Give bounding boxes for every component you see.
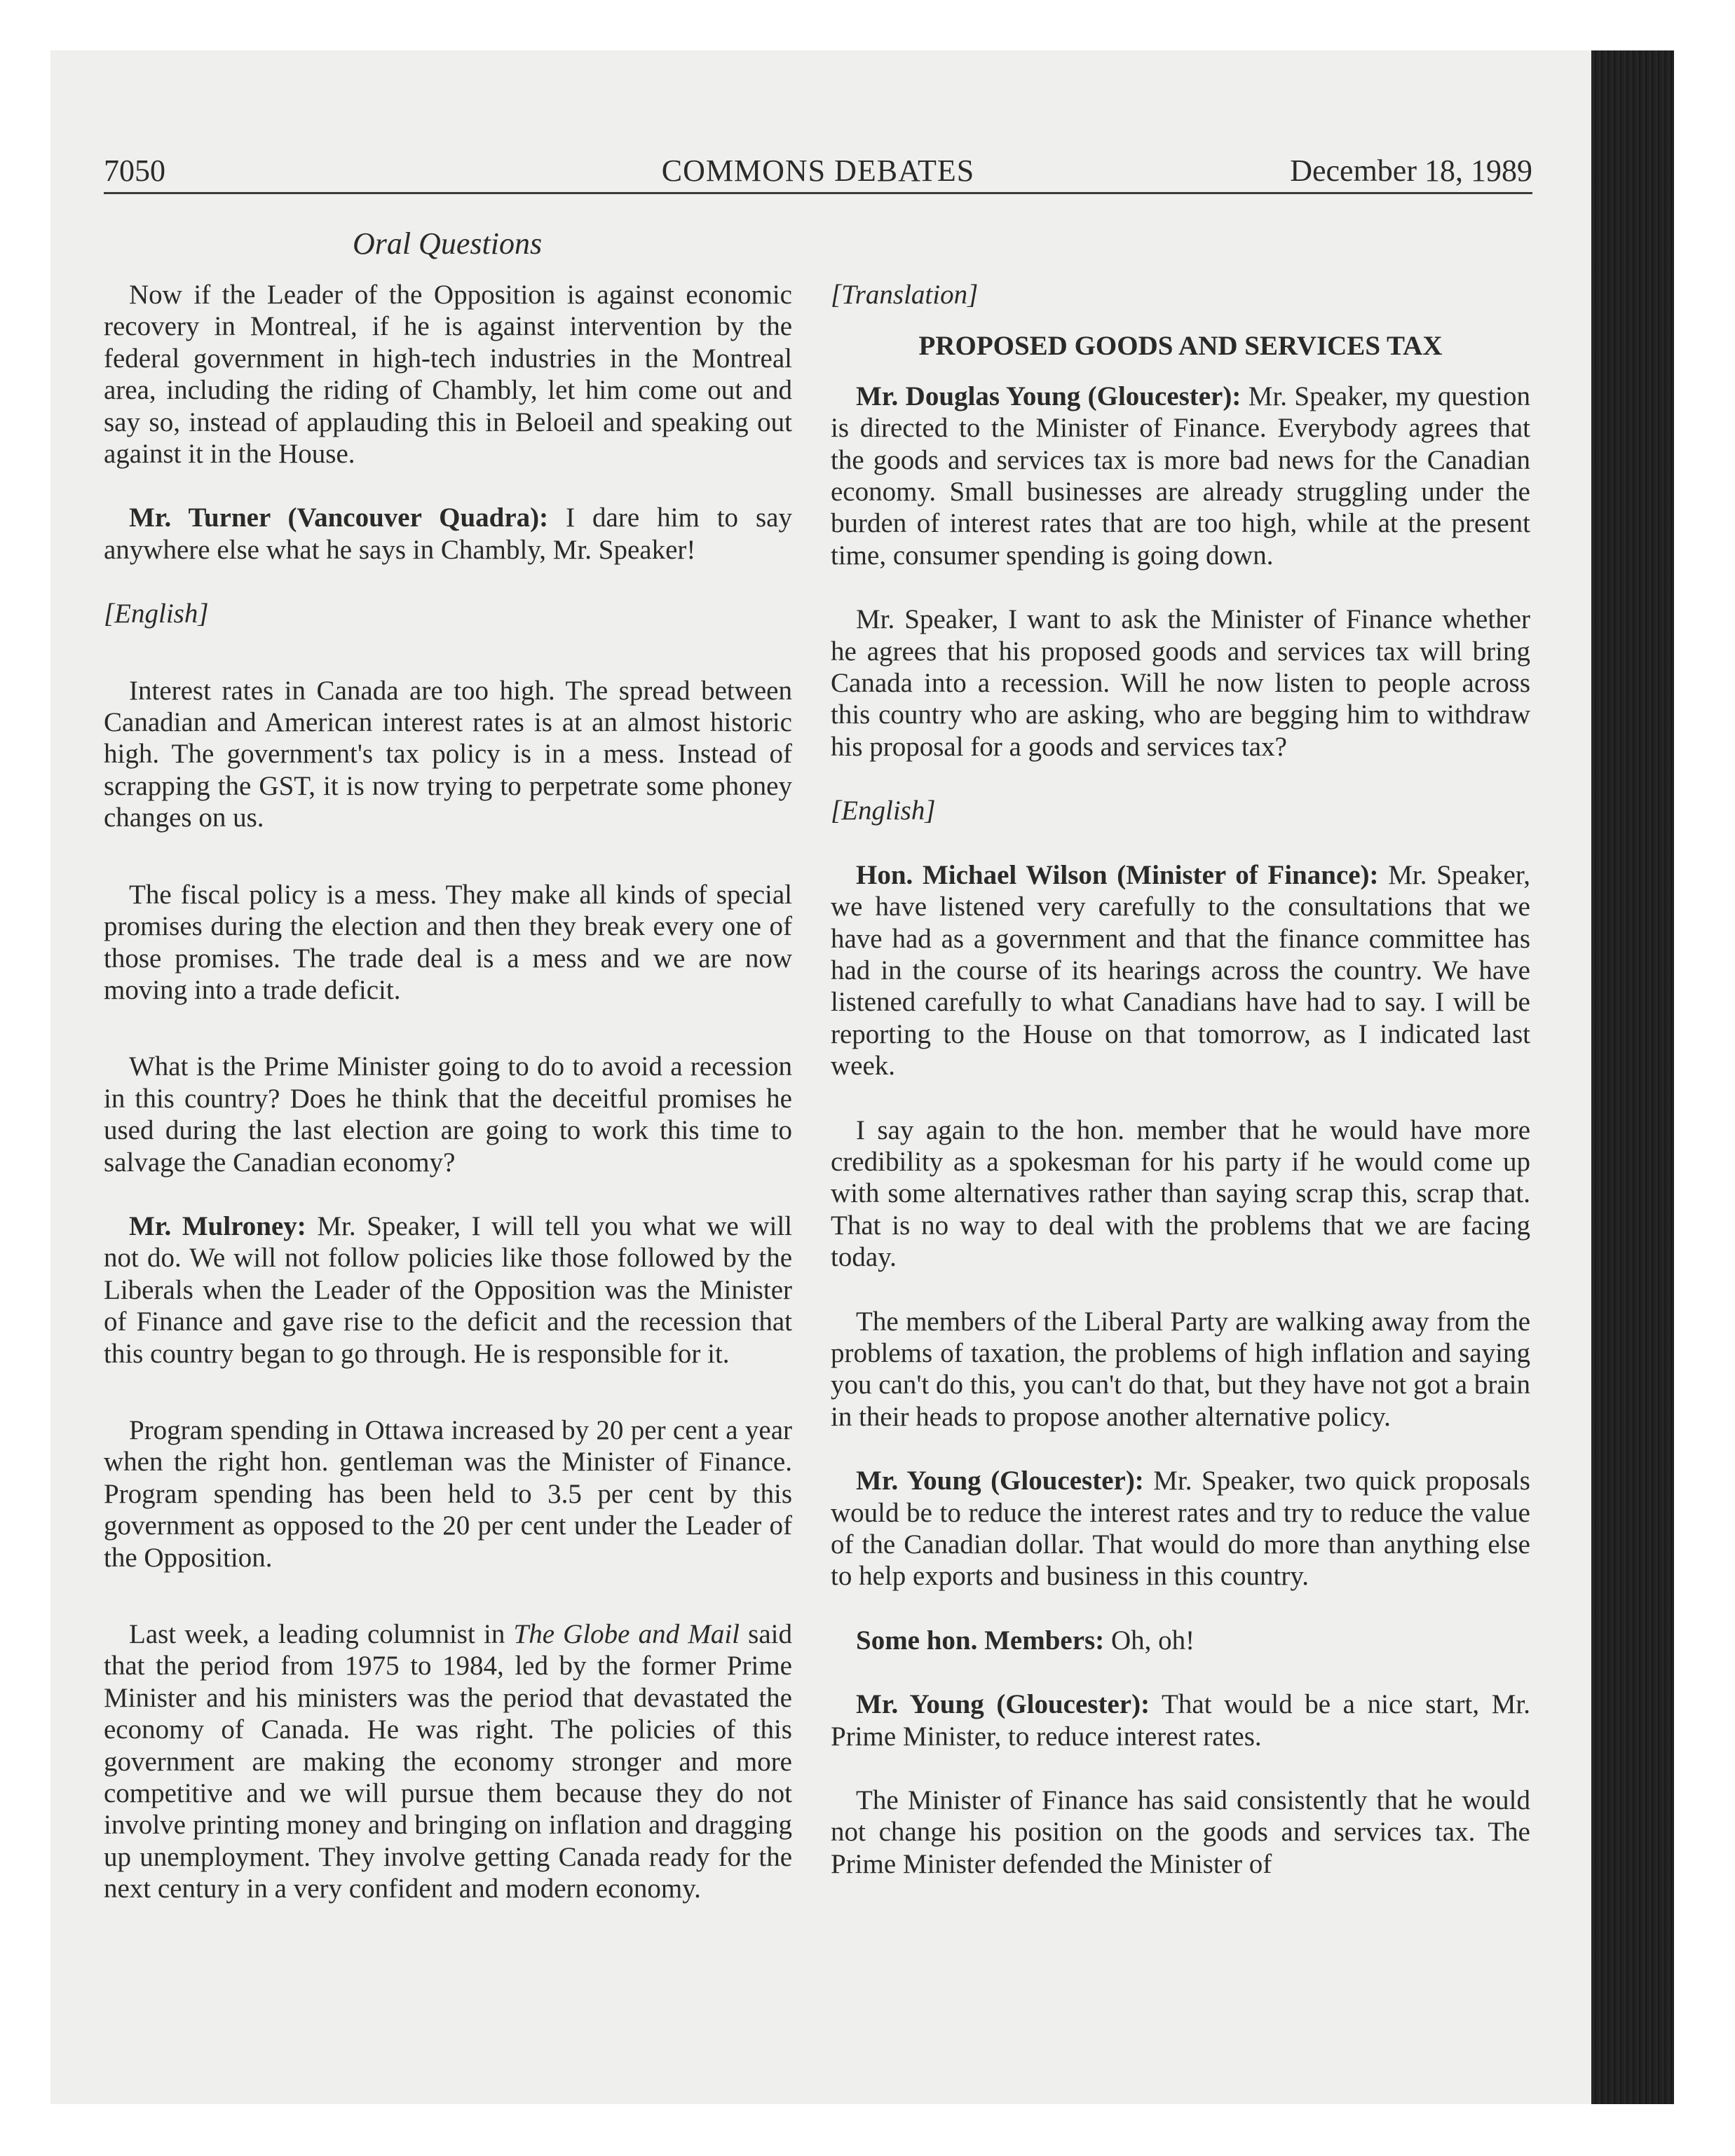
paragraph: Interest rates in Canada are too high. The spread between Canadian and American interest rates is at an almost historic high. The government's tax policy is in a mess. Instead of scrapping the GST, it is now trying to perpetrate some phoney changes on us.	[104, 675, 792, 833]
language-tag: [English]	[831, 796, 936, 826]
speech-text: Mr. Speaker, my question is directed to the Minister of Finance. Everybody agrees that the goods and services tax is more bad news for the Canadian economy. Small businesses are already struggling under the burden of interest rates that are too high, while at the present time, consumer spending is going down.	[831, 381, 1531, 571]
right-column	[831, 279, 1530, 1912]
paragraph: Program spending in Ottawa increased by 20 per cent a year when the right hon. gentleman was the Minister of Finance. Program spending has been held to 3.5 per cent by this government as opposed to the 20 per cent under the Leader of the Opposition.	[104, 1414, 792, 1573]
left-column	[104, 279, 792, 1937]
speaker-name: Mr. Young (Gloucester):	[856, 1689, 1150, 1720]
paragraph	[104, 502, 792, 566]
language-tag: [Translation]	[831, 280, 979, 310]
speech-text: Oh, oh!	[1110, 1625, 1195, 1656]
paragraph: The Minister of Finance has said consistently that he would not change his position on the goods and services tax. The Prime Minister defended the Minister of	[831, 1785, 1530, 1879]
speech-text: Mr. Speaker, I will tell you what we will not do. We will not follow policies like those followed by the Liberals when the Leader of the Opposition was the Minister of Finance and gave rise to the deficit and the recession that this country began to go through. He is responsible for it.	[104, 1210, 792, 1369]
header-rule	[104, 192, 1532, 194]
paragraph	[104, 1210, 792, 1370]
newspaper-title: The Globe and Mail	[513, 1619, 740, 1649]
paragraph	[831, 1688, 1530, 1752]
section-heading: PROPOSED GOODS AND SERVICES TAX	[918, 331, 1443, 362]
section-title: Oral Questions	[352, 226, 543, 261]
paragraph: Now if the Leader of the Opposition is against economic recovery in Montreal, if he is against intervention by the federal government in high-tech industries in the Montreal area, including the riding of Chambly, let him come out and say so, instead of applauding this in Beloeil and speaking out against it in the House.	[104, 280, 792, 470]
speaker-name: Mr. Turner (Vancouver Quadra):	[129, 503, 549, 533]
speech-text: Mr. Speaker, we have listened very carefully to the consultations that we have had as a government and that the finance committee has had in the course of its hearings across the country. We have listened carefully to what Canadians have had to say. I will be reporting to the House on that tomorrow, as I indicated last week.	[831, 859, 1531, 1082]
paragraph: I say again to the hon. member that he would have more credibility as a spokesman for his party if he would come up with some alternatives rather than saying scrap this, scrap that. That is no way to deal with the problems that we are facing today.	[831, 1114, 1530, 1273]
page-number: 7050	[104, 153, 165, 188]
speech-text: I dare him to say anywhere else what he says in Chambly, Mr. Speaker!	[104, 503, 792, 565]
running-header	[104, 153, 1532, 192]
speaker-name: Some hon. Members:	[856, 1625, 1105, 1656]
paragraph	[831, 1465, 1530, 1592]
issue-date: December 18, 1989	[1290, 153, 1532, 188]
language-tag: [English]	[104, 599, 209, 629]
binding-edge	[1591, 50, 1674, 2104]
paragraph: The members of the Liberal Party are walking away from the problems of taxation, the problems of high inflation and saying you can't do this, you can't do that, but they have not got a brain in their heads to propose another alternative policy.	[831, 1306, 1530, 1432]
speaker-name: Mr. Douglas Young (Gloucester):	[856, 381, 1241, 411]
speaker-name: Mr. Mulroney:	[129, 1210, 306, 1241]
speaker-name: Mr. Young (Gloucester):	[856, 1466, 1144, 1496]
speaker-name: Hon. Michael Wilson (Minister of Finance):	[856, 859, 1379, 890]
paragraph: The fiscal policy is a mess. They make all kinds of special promises during the election and then they break every one of those promises. The trade deal is a mess and we are now moving into a trade deficit.	[104, 879, 792, 1005]
paragraph	[831, 1625, 1530, 1656]
publication-title: COMMONS DEBATES	[661, 153, 975, 188]
paragraph: What is the Prime Minister going to do to avoid a recession in this country? Does he think that the deceitful promises he used during the last election are going to work this time to salvage the Canadian economy?	[104, 1051, 792, 1178]
paragraph	[831, 859, 1530, 1082]
paragraph: Mr. Speaker, I want to ask the Minister of Finance whether he agrees that his proposed goods and services tax will bring Canada into a recession. Will he now listen to people across this country who are asking, who are begging him to withdraw his proposal for a goods and services tax?	[831, 604, 1530, 762]
speech-text: Mr. Speaker, two quick proposals would be to reduce the interest rates and try to reduce the value of the Canadian dollar. That would do more than anything else to help exports and business in this country.	[831, 1466, 1530, 1592]
speech-text: said that the period from 1975 to 1984, led by the former Prime Minister and his ministers was the period that devastated the economy of Canada. He was right. The policies of this government are making the economy stronger and more competitive and we will pursue them because they do not involve printing money and bringing on inflation and dragging up unemployment. They involve getting Canada ready for the next century in a very confident and modern economy.	[104, 1619, 792, 1904]
paragraph	[831, 381, 1530, 571]
paragraph	[104, 1618, 792, 1905]
speech-text: That would be a nice start, Mr. Prime Minister, to reduce interest rates.	[831, 1689, 1531, 1752]
speech-text: Last week, a leading columnist in	[129, 1619, 514, 1649]
